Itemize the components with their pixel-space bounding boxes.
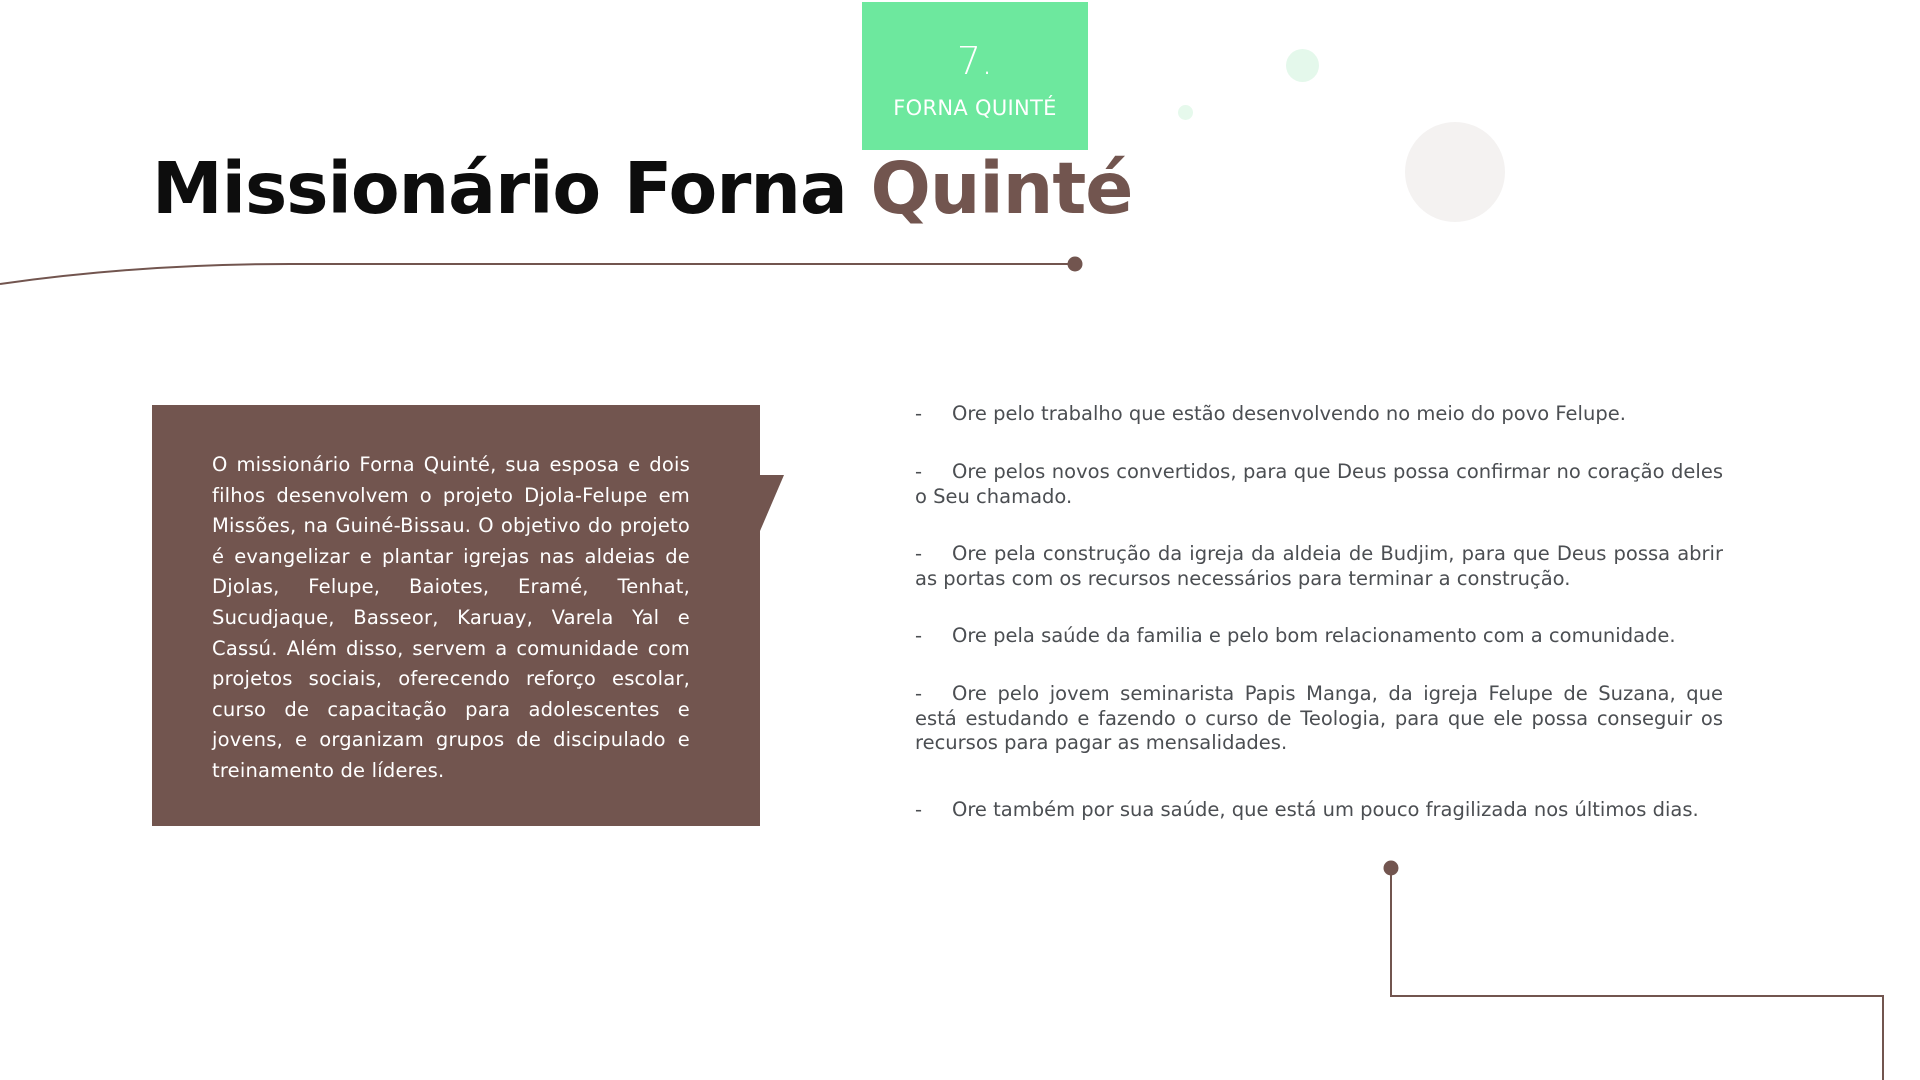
prayer-text: Ore pela saúde da familia e pelo bom relacionamento com a comunidade. bbox=[952, 624, 1676, 647]
prayer-item bbox=[915, 460, 1723, 509]
bullet-dash: - bbox=[915, 542, 923, 565]
bullet-dash: - bbox=[915, 402, 923, 425]
corner-connector bbox=[1391, 868, 1883, 1080]
title-accent: Quinté bbox=[870, 147, 1133, 230]
prayer-text: Ore pela construção da igreja da aldeia de Budjim, para que Deus possa abrir as portas com os recursos necessários para terminar a construção. bbox=[915, 542, 1723, 590]
bullet-dash: - bbox=[915, 460, 923, 483]
prayer-item bbox=[915, 624, 1723, 649]
bullet-dash: - bbox=[915, 798, 923, 821]
title-main: Missionário Forna bbox=[152, 147, 847, 230]
prayer-item bbox=[915, 542, 1723, 591]
prayer-item bbox=[915, 682, 1723, 756]
underline-end-dot bbox=[1068, 257, 1083, 272]
bullet-dash: - bbox=[915, 624, 923, 647]
section-number: 7. bbox=[956, 39, 994, 83]
prayer-text: Ore pelos novos convertidos, para que Deus possa confirmar no coração deles o Seu chamado. bbox=[915, 460, 1723, 508]
description-text: O missionário Forna Quinté, sua esposa e dois filhos desenvolvem o projeto Djola-Felupe em Missões, na Guiné-Bissau. O objetivo do projeto é evangelizar e plantar igrejas nas aldeias de Djolas, Felupe, Baiotes, Eramé, Tenhat, Sucudjaque, Basseor, Karuay, Varela Yal e Cassú. Além disso, servem a comunidade com projetos sociais, oferecendo reforço escolar, curso de capacitação para adolescentes e jovens, e organizam grupos de discipulado e treinamento de líderes. bbox=[212, 453, 690, 782]
title-underline bbox=[0, 264, 1075, 284]
bullet-dash: - bbox=[915, 682, 923, 705]
prayer-text: Ore pelo trabalho que estão desenvolvendo no meio do povo Felupe. bbox=[952, 402, 1626, 425]
section-label: FORNA QUINTÉ bbox=[893, 96, 1057, 120]
prayer-text: Ore pelo jovem seminarista Papis Manga, da igreja Felupe de Suzana, que está estudando e fazendo o curso de Teologia, para que ele possa conseguir os recursos para pagar as mensalidades. bbox=[915, 682, 1723, 754]
prayer-item bbox=[915, 798, 1723, 823]
prayer-text: Ore também por sua saúde, que está um pouco fragilizada nos últimos dias. bbox=[952, 798, 1699, 821]
description-box bbox=[152, 405, 760, 826]
prayer-item bbox=[915, 402, 1723, 427]
